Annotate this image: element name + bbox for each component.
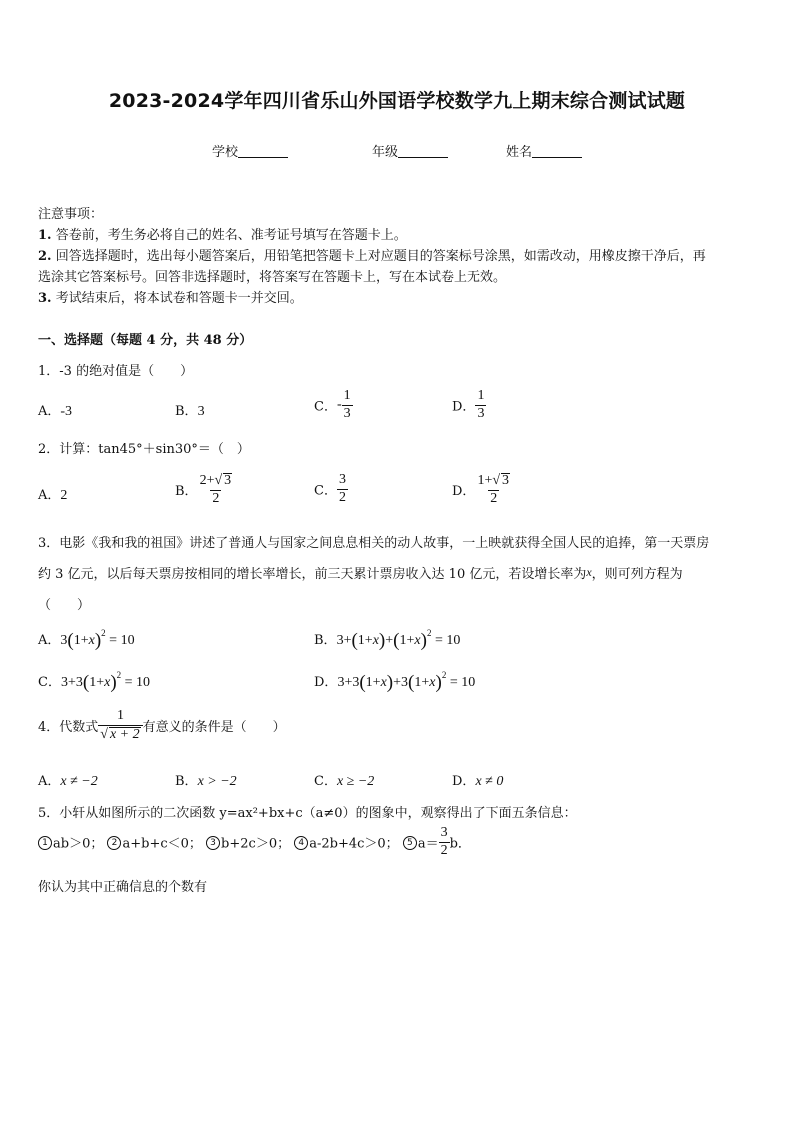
q3-option-c: C．$3+3(1+x)^2 = 10$ bbox=[38, 670, 151, 693]
school-label: 学校 bbox=[212, 145, 239, 160]
q4-option-d: D．x ≠ 0 bbox=[452, 774, 504, 789]
note-item-3: 3. 考试结束后，将本试卷和答题卡一并交回。 bbox=[38, 291, 303, 306]
q2-stem: 2．计算：tan45°＋sin30°＝（ ） bbox=[38, 442, 250, 457]
circled-number: 2 bbox=[107, 836, 121, 850]
notes-heading: 注意事项： bbox=[38, 207, 104, 222]
q3-option-b: B．$3+(1+x)+(1+x)^2 = 10$ bbox=[314, 628, 461, 651]
q5-info-list: 1 ab＞0； 2 a+b+c＜0； 3 b+2c＞0； 4 a-2b+4c＞0； 5 a＝ $\frac{3}{2}$ b． bbox=[38, 826, 471, 858]
note-item-2: 2. 回答选择题时，选出每小题答案后，用铅笔把答题卡上对应题目的答案标号涂黑，如需改动，用橡皮擦干净后，再 bbox=[38, 249, 706, 264]
q4-stem: 4．代数式 $\frac{1}{√ x + 2}$ 有意义的条件是（ ） bbox=[38, 708, 286, 742]
school-field bbox=[212, 141, 288, 160]
grade-blank bbox=[398, 145, 448, 158]
fraction: $\frac{1+√ 3}{2}$ bbox=[477, 473, 510, 506]
q1-stem: 1．-3 的绝对值是（ ） bbox=[38, 364, 194, 379]
q3-stem-line3: （ ） bbox=[38, 598, 91, 613]
page-title: 2023-2024学年四川省乐山外国语学校数学九上期末综合测试试题 bbox=[108, 90, 686, 112]
name-label: 姓名 bbox=[506, 145, 533, 160]
circled-number: 1 bbox=[38, 836, 52, 850]
q2-option-a: A．2 bbox=[38, 488, 68, 503]
note-item-2-cont: 选涂其它答案标号。回答非选择题时，将答案写在答题卡上，写在本试卷上无效。 bbox=[38, 270, 507, 285]
circled-number: 4 bbox=[294, 836, 308, 850]
q4-option-c: C．x ≥ −2 bbox=[314, 774, 375, 789]
q1-option-c: C．- $\frac{1}{3}$ bbox=[314, 388, 351, 421]
q2-option-b: B． $\frac{2+√ 3}{2}$ bbox=[175, 473, 234, 506]
name-field bbox=[506, 141, 582, 160]
fraction: $\frac{3}{2}$ bbox=[338, 472, 346, 505]
q5-question: 你认为其中正确信息的个数有 bbox=[38, 880, 208, 895]
q4-option-b: B．x > −2 bbox=[175, 774, 237, 789]
q3-stem-line1: 3．电影《我和我的祖国》讲述了普通人与国家之间息息相关的动人故事，一上映就获得全国人民的追捧，第一天票房 bbox=[38, 536, 710, 551]
circled-number: 3 bbox=[206, 836, 220, 850]
q1-option-a: A．-3 bbox=[38, 404, 73, 419]
q4-option-a: A．x ≠ −2 bbox=[38, 774, 98, 789]
q1-option-d: D． $\frac{1}{3}$ bbox=[452, 388, 485, 421]
q3-stem-line2: 约 3 亿元，以后每天票房按相同的增长率增长，前三天累计票房收入达 10 亿元，若设增长率为x，则可列方程为 bbox=[38, 565, 683, 582]
fraction: $\frac{1}{3}$ bbox=[343, 388, 351, 421]
name-blank bbox=[532, 145, 582, 158]
circled-number: 5 bbox=[403, 836, 417, 850]
q3-option-a: A．$3(1+x)^2 = 10$ bbox=[38, 628, 135, 651]
grade-field bbox=[372, 141, 448, 160]
q2-option-c: C． $\frac{3}{2}$ bbox=[314, 472, 346, 505]
q1-option-b: B．3 bbox=[175, 404, 205, 419]
school-blank bbox=[238, 145, 288, 158]
q3-option-d: D．$3+3(1+x)+3(1+x)^2 = 10$ bbox=[314, 670, 476, 693]
fraction: $\frac{2+√ 3}{2}$ bbox=[199, 473, 232, 506]
grade-label: 年级 bbox=[372, 145, 399, 160]
fraction: $\frac{3}{2}$ bbox=[440, 825, 448, 858]
q2-option-d: D． $\frac{1+√ 3}{2}$ bbox=[452, 473, 512, 506]
fraction: $\frac{1}{√ x + 2}$ bbox=[98, 709, 142, 742]
section-title: 一、选择题（每题 4 分，共 48 分） bbox=[38, 333, 253, 348]
q5-stem: 5．小轩从如图所示的二次函数 y=ax²+bx+c（a≠0）的图象中，观察得出了下面五条信息： bbox=[38, 806, 577, 821]
note-item-1: 1. 答卷前，考生务必将自己的姓名、准考证号填写在答题卡上。 bbox=[38, 228, 407, 243]
fraction: $\frac{1}{3}$ bbox=[477, 388, 485, 421]
